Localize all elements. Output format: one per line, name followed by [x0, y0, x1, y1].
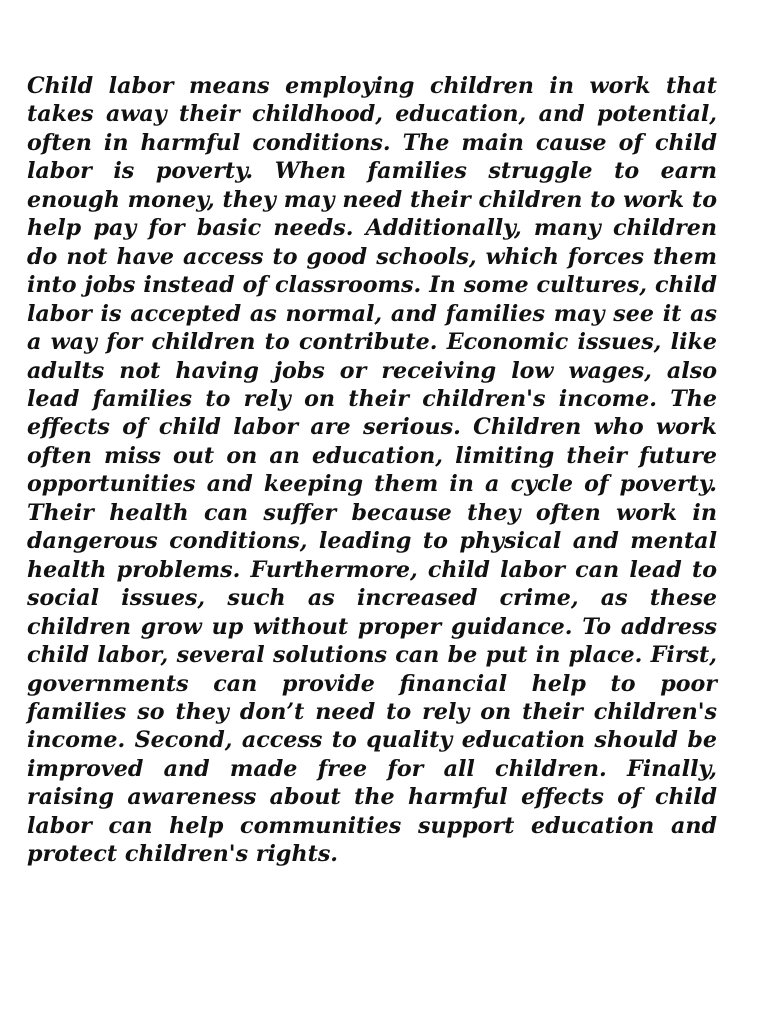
essay-paragraph: Child labor means employing children in work that takes away their childhood, education, and potential, often in harmful conditions. The main cause of child labor is poverty. When families struggle to earn enough money, they may need their children to work to help pay for basic needs. Additionally, many children do not have access to good schools, which forces them into jobs instead of classrooms. In some cultures, child labor is accepted as normal, and families may see it as a way for children to contribute. Economic issues, like adults not having jobs or receiving low wages, also lead families to rely on their children's income. The effects of child labor are serious. Children who work often miss out on an education, limiting their future opportunities and keeping them in a cycle of poverty. Their health can suffer because they often work in dangerous conditions, leading to physical and mental health problems. Furthermore, child labor can lead to social issues, such as increased crime, as these children grow up without proper guidance. To address child labor, several solutions can be put in place. First, governments can provide financial help to poor families so they don’t need to rely on their children's income. Second, access to quality education should be improved and made free for all children. Finally, raising awareness about the harmful effects of child labor can help communities support education and protect children's rights.: [27, 73, 717, 868]
